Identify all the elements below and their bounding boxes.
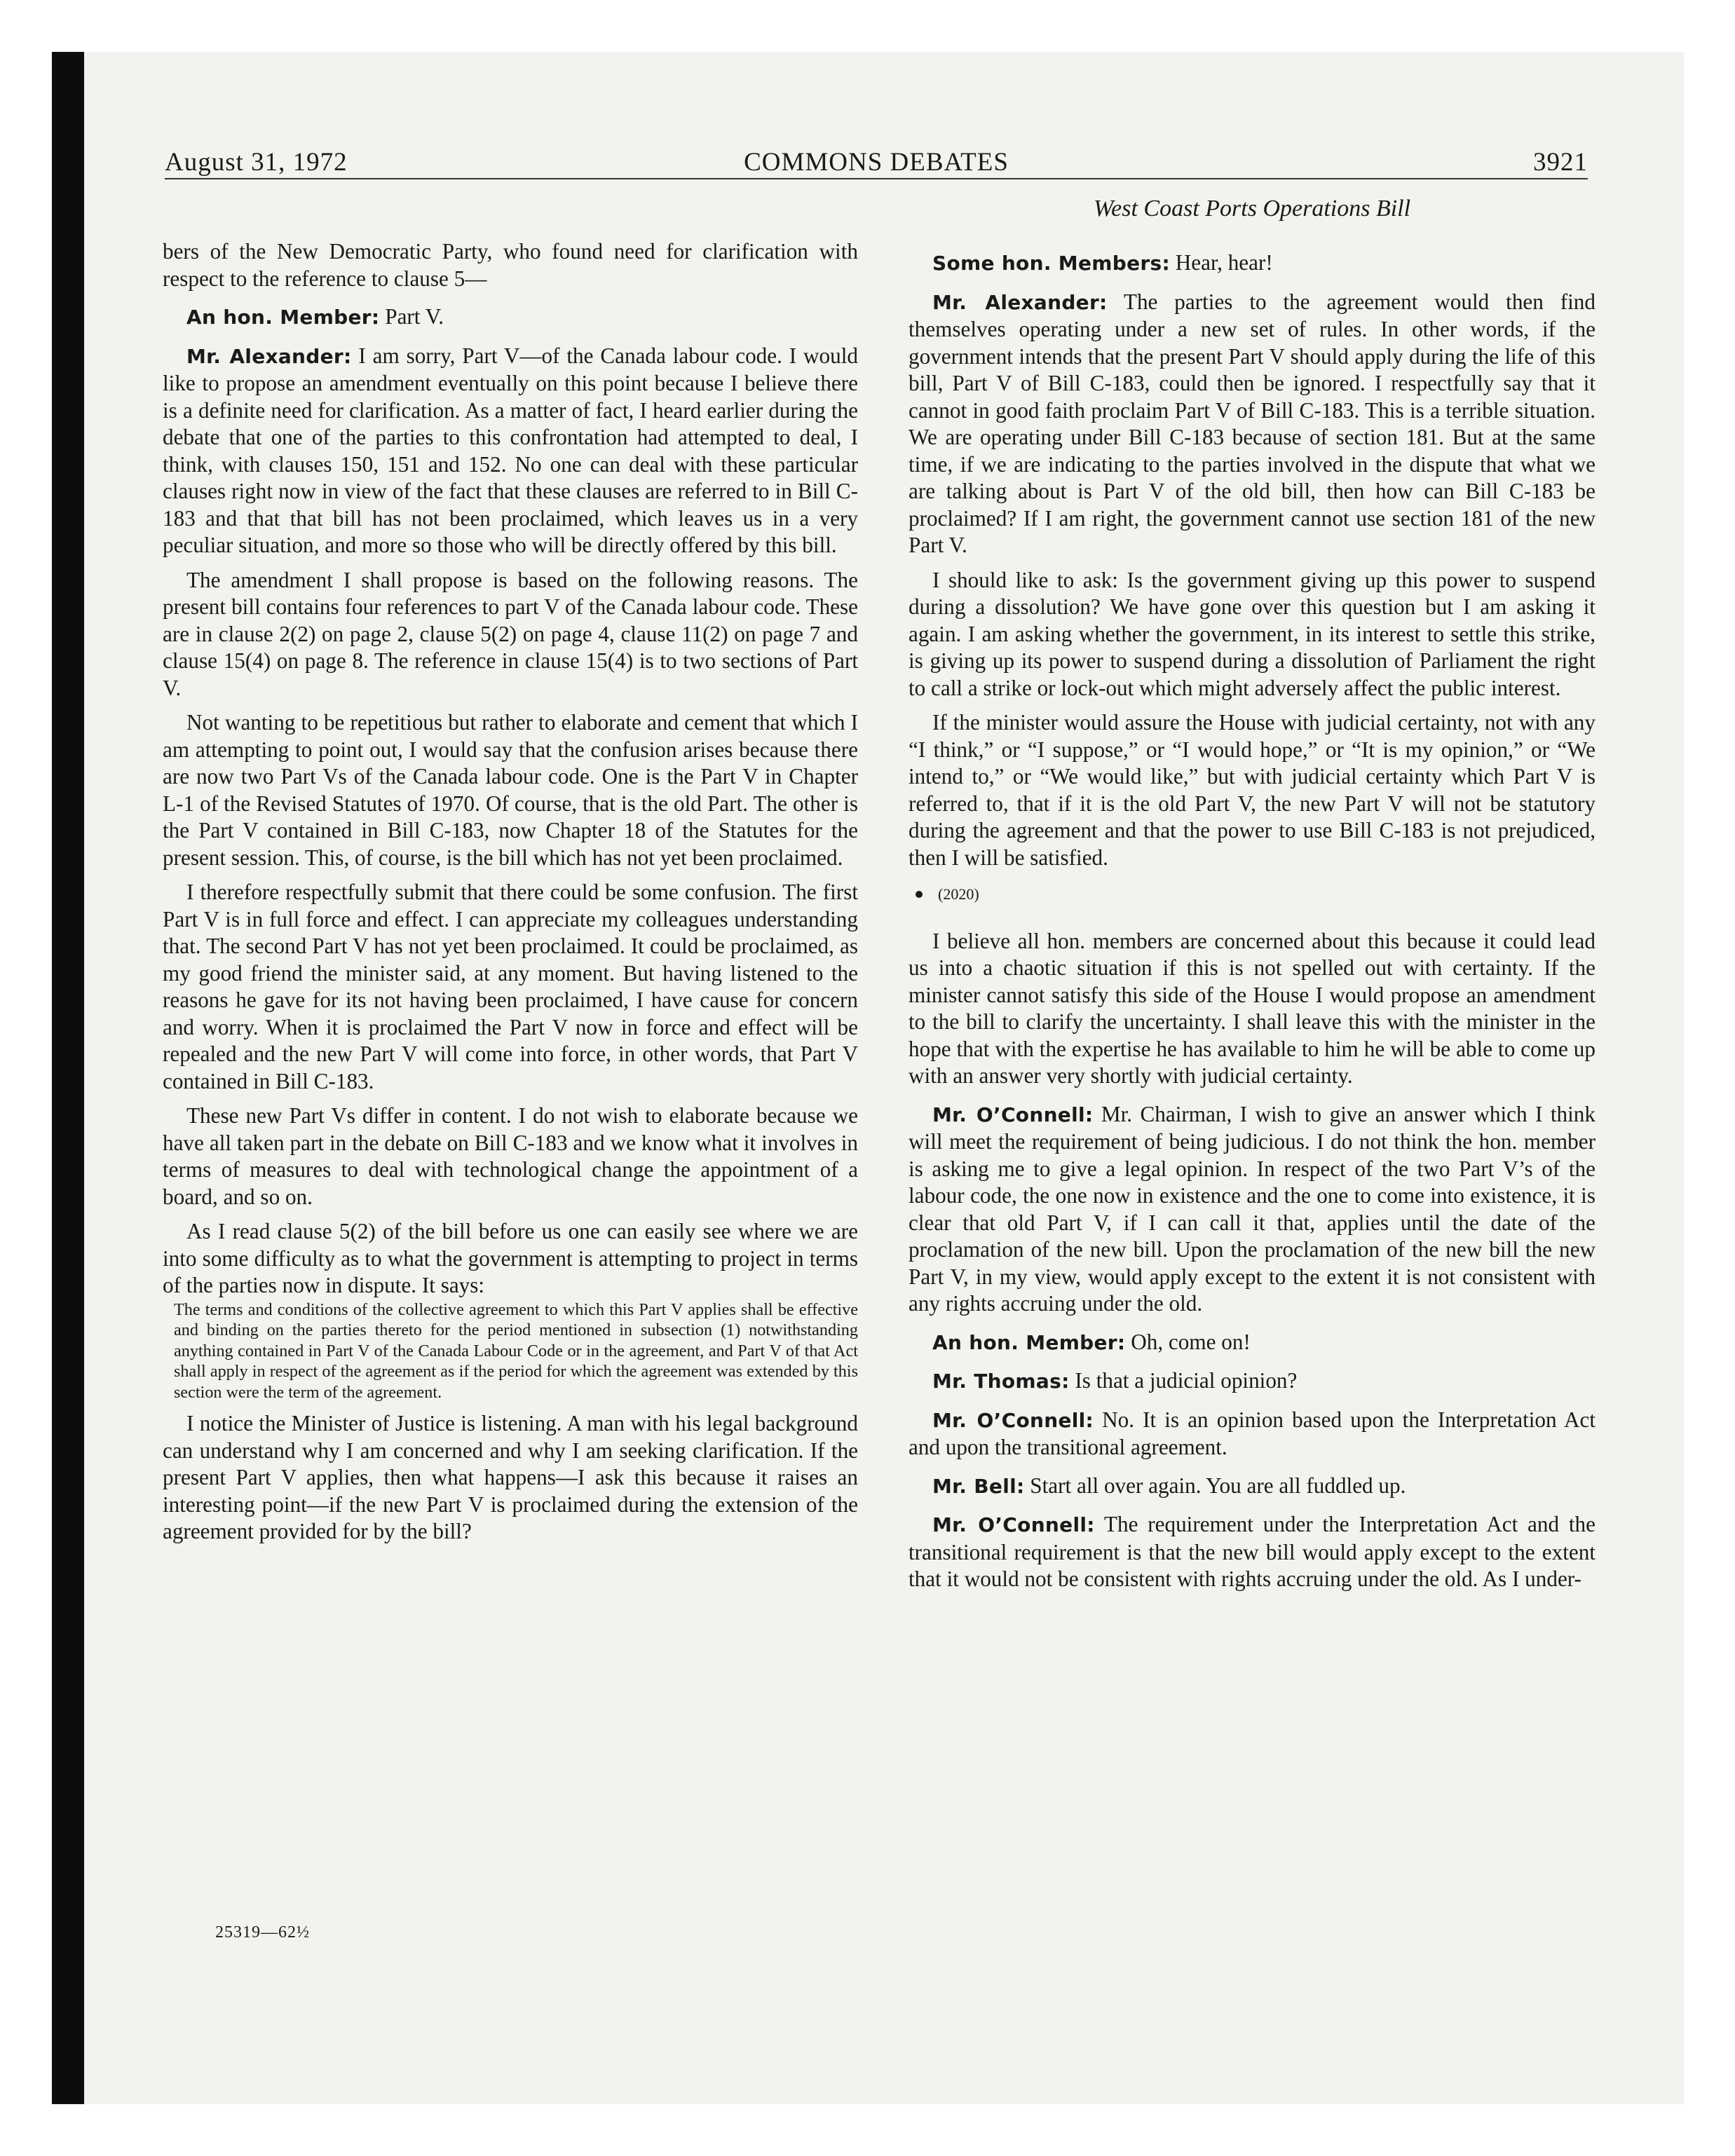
- quoted-clause: The terms and conditions of the collective agreement to which this Part V applies shall be effective and binding on the parties thereto for the period mentioned in subsection (1) notwithstanding anything contained in Part V of the Canada Labour Code or in the agreement, and Part V of that Act shall apply in respect of the agreement as if the period for which the agreement was extended by this section were the term of the agreement.: [174, 1299, 858, 1402]
- header-rule: [165, 178, 1588, 179]
- speech-text: Start all over again. You are all fuddled up.: [1030, 1473, 1406, 1498]
- paragraph: These new Part Vs differ in content. I do not wish to elaborate because we have all taken part in the debate on Bill C-183 and we know what it involves in terms of measures to deal with technological change the appointment of a board, and so on.: [163, 1103, 858, 1209]
- paragraph: As I read clause 5(2) of the bill before us one can easily see where we are into some difficulty as to what the government is attempting to project in terms of the parties now in dispute. It says:: [163, 1219, 858, 1297]
- speech-paragraph: [909, 1367, 1595, 1396]
- speaker-name: Mr. O’Connell:: [932, 1103, 1094, 1126]
- continued-paragraph: bers of the New Democratic Party, who found need for clarification with respect to the reference to clause 5—: [163, 239, 858, 291]
- speaker-name: Mr. Bell:: [932, 1474, 1025, 1498]
- paragraph: The amendment I shall propose is based on the following reasons. The present bill contains four references to part V of the Canada labour code. These are in clause 2(2) on page 2, clause 5(2) on page 4, clause 11(2) on page 7 and clause 15(4) on page 8. The reference in clause 15(4) is to two sections of Part V.: [163, 567, 858, 700]
- speaker-name: Mr. O’Connell:: [932, 1513, 1095, 1536]
- print-code: 25319—62½: [215, 1923, 310, 1942]
- speech-paragraph: [909, 1407, 1595, 1461]
- speech-paragraph: [909, 250, 1595, 278]
- speech-text: Mr. Chairman, I wish to give an answer which I think will meet the requirement of being judicious. I do not think the hon. member is asking me to give a legal opinion. In respect of the two Part V’s of the labour code, the one now in existence and the one to come into existence, it is clear that old Part V, if I can call it that, applies until the date of the proclamation of the new bill. Upon the proclamation of the new bill the new Part V, in my view, would apply except to the extent it is not consistent with any rights accruing under the old.: [909, 1101, 1595, 1316]
- scan-binding-edge: [52, 52, 84, 2104]
- speaker-name: Some hon. Members:: [932, 252, 1170, 275]
- header-page-number: 3921: [1533, 148, 1588, 177]
- speech-text: Oh, come on!: [1131, 1329, 1251, 1354]
- time-marker-text: (2020): [938, 885, 979, 903]
- speech-text: Hear, hear!: [1175, 250, 1273, 275]
- bullet-icon: [916, 891, 923, 898]
- speaker-name: Mr. Alexander:: [932, 290, 1108, 314]
- speech-paragraph: [909, 1101, 1595, 1318]
- speaker-name: Mr. Alexander:: [186, 344, 352, 368]
- paragraph: Not wanting to be repetitious but rather to elaborate and cement that which I am attempting to point out, I would say that the confusion arises because there are now two Part Vs of the Canada labour code. One is the Part V in Chapter L-1 of the Revised Statutes of 1970. Of course, that is the old Part. The other is the Part V contained in Bill C-183, now Chapter 18 of the Statutes for the present session. This, of course, is the bill which has not yet been proclaimed.: [163, 710, 858, 870]
- speaker-name: An hon. Member:: [932, 1330, 1126, 1354]
- speech-paragraph: [909, 289, 1595, 559]
- paragraph: I believe all hon. members are concerned about this because it could lead us into a chaotic situation if this is not spelled out with certainty. If the minister cannot satisfy this side of the House I would propose an amendment to the bill to clarify the uncertainty. I shall leave this with the minister in the hope that with the expertise he has available to him he will be able to come up with an answer very shortly with judicial certainty.: [909, 928, 1595, 1088]
- paragraph: I should like to ask: Is the government giving up this power to suspend during a dissolution? We have gone over this question but I am asking it again. I am asking whether the government, in its interest to settle this strike, is giving up its power to suspend during a dissolution of Parliament the right to call a strike or lock-out which might adversely affect the public interest.: [909, 567, 1595, 700]
- header-title: COMMONS DEBATES: [744, 148, 1009, 177]
- speech-text: I am sorry, Part V—of the Canada labour code. I would like to propose an amendment eventually on this point because I believe there is a definite need for clarification. As a matter of fact, I heard earlier during the debate that one of the parties to this confrontation had attempted to deal, I think, with clauses 150, 151 and 152. No one can deal with these particular clauses right now in view of the fact that these clauses are referred to in Bill C-183 and that that bill has not been proclaimed, which leaves us in a very peculiar situation, and more so those who will be directly offered by this bill.: [163, 343, 858, 557]
- speech-text: Is that a judicial opinion?: [1075, 1368, 1298, 1393]
- page-header: [165, 147, 1588, 189]
- paragraph: I notice the Minister of Justice is listening. A man with his legal background can understand why I am concerned and why I am seeking clarification. If the present Part V applies, then what happens—I ask this because it raises an interesting point—if the new Part V is proclaimed during the extension of the agreement provided for by the bill?: [163, 1411, 858, 1543]
- speech-paragraph: [163, 343, 858, 559]
- right-column: [909, 238, 1595, 1593]
- paragraph: If the minister would assure the House with judicial certainty, not with any “I think,” or “I suppose,” or “I would hope,” or “It is my opinion,” or “We intend to,” or “We would like,” but with judicial certainty which Part V is referred to, that if it is the old Part V, the new Part V will not be statutory during the agreement and that the power to use Bill C-183 is not prejudiced, then I will be satisfied.: [909, 710, 1595, 870]
- speech-paragraph: [909, 1473, 1595, 1501]
- speaker-name: Mr. Thomas:: [932, 1370, 1070, 1393]
- speaker-name: Mr. O’Connell:: [932, 1408, 1094, 1432]
- speech-text: The requirement under the Interpretation Act and the transitional requirement is that the new bill would apply except to the extent that it would not be consistent with rights accruing under the old. As I under-: [909, 1512, 1595, 1591]
- speaker-name: An hon. Member:: [186, 306, 380, 329]
- paragraph: I therefore respectfully submit that there could be some confusion. The first Part V is in full force and effect. I can appreciate my colleagues understanding that. The second Part V has not yet been proclaimed. It could be proclaimed, as my good friend the minister said, at any moment. But having listened to the reasons he gave for its not having been proclaimed, I have cause for concern and worry. When it is proclaimed the Part V now in force and effect will be repealed and the new Part V will come into force, in other words, that Part V contained in Bill C-183.: [163, 880, 858, 1093]
- speech-text: Part V.: [385, 304, 444, 329]
- time-marker: [909, 881, 1595, 908]
- speech-text: No. It is an opinion based upon the Interpretation Act and upon the transitional agreement.: [909, 1407, 1595, 1459]
- header-date: August 31, 1972: [165, 148, 348, 177]
- left-column: [163, 238, 858, 1546]
- speech-paragraph: [909, 1329, 1595, 1357]
- speech-text: The parties to the agreement would then find themselves operating under a new set of rules. In other words, if the government intends that the present Part V should apply during the life of this bill, Part V of Bill C-183, could then be ignored. I respectfully say that it cannot in good faith proclaim Part V of Bill C-183. This is a terrible situation. We are operating under Bill C-183 because of section 181. But at the same time, if we are indicating to the parties involved in the dispute that what we are talking about is Part V of the old bill, then how can Bill C-183 be proclaimed? If I am right, the government cannot use section 181 of the new Part V.: [909, 289, 1595, 557]
- speech-paragraph: [163, 303, 858, 332]
- speech-paragraph: [909, 1511, 1595, 1593]
- running-subhead: West Coast Ports Operations Bill: [1093, 196, 1411, 221]
